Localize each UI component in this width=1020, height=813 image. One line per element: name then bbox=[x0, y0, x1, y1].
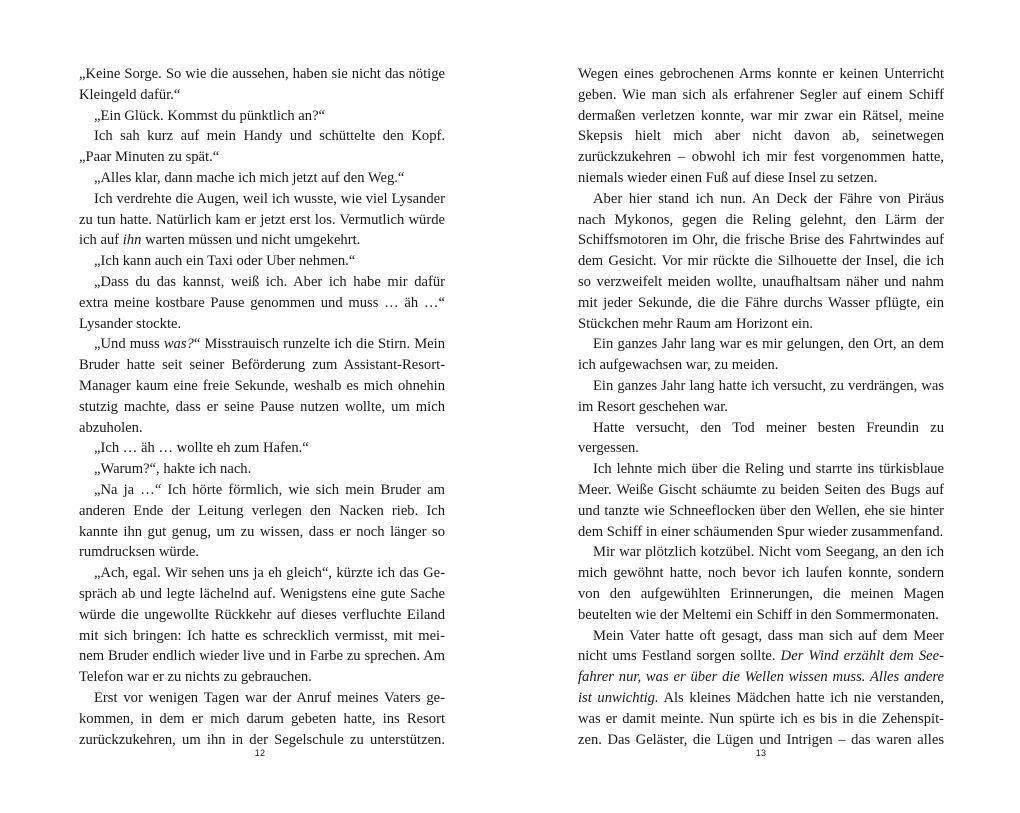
paragraph bbox=[79, 563, 445, 688]
paragraph bbox=[79, 251, 445, 272]
paragraph bbox=[79, 688, 445, 750]
paragraph-text: “ Misstrauisch runzelte ich die Stirn. Mein Bruder hatte seit seiner Beförderung zum Assistant-Resort-Manager kaum eine freie Sekunde, weshalb es mich ohnehin stutzig machte, dass er seine Pause nutzen wollte, um mich abzuholen. bbox=[79, 336, 445, 436]
paragraph-text: Hatte versucht, den Tod meiner besten Freundin zu vergessen. bbox=[578, 419, 944, 457]
paragraph-text: Ein ganzes Jahr lang war es mir gelungen, den Ort, an dem ich aufgewachsen war, zu meiden. bbox=[578, 336, 944, 374]
paragraph-text: Aber hier stand ich nun. An Deck der Fähre von Piräus nach Mykonos, gegen die Reling gelehnt, den Lärm der Schiffsmotoren im Ohr, die frische Brise des Fahrtwindes auf dem Gesicht. Vor mir rückte die Silhouette der Insel, die ich so verzweifelt meiden wollte, unaufhaltsam näher und nahm mit jeder Sekunde, die die Fähre durchs Wasser pflügte, ein Stückchen mehr Raum am Horizont ein. bbox=[578, 190, 944, 332]
paragraph bbox=[79, 168, 445, 189]
paragraph-text: „Na ja …“ Ich hörte förmlich, wie sich mein Bruder am anderen Ende der Leitung verlegen den Nacken rieb. Ich kannte ihn gut genug, um zu wissen, dass er noch länger so rumdrucksen würde. bbox=[79, 481, 445, 561]
paragraph-text: Ich sah kurz auf mein Handy und schüttelte den Kopf. „Paar Minuten zu spät.“ bbox=[79, 128, 445, 166]
emphasis-text: Der Wind erzählt dem Seefahrer nur, was er über die Wellen wissen muss. Alles andere ist unwichtig. bbox=[578, 648, 944, 706]
paragraph-text: „Dass du das kannst, weiß ich. Aber ich habe mir dafür extra meine kostbare Pause genommen und muss … äh …“ Lysander stockte. bbox=[79, 273, 445, 332]
paragraph bbox=[578, 334, 944, 376]
paragraph bbox=[578, 626, 944, 751]
paragraph bbox=[578, 376, 944, 418]
paragraph-text: Ich lehnte mich über die Reling und starrte ins türkisblaue Meer. Weiße Gischt schäumte zu beiden Seiten des Bugs auf und tanzte wie Schneeflocken über den Wellen, ehe sie hinter dem Schiff in einer schäumenden Spur wieder zusammenfand. bbox=[578, 461, 944, 540]
paragraph-text: „Alles klar, dann mache ich mich jetzt auf den Weg.“ bbox=[94, 169, 405, 186]
paragraph bbox=[578, 418, 944, 460]
right-page-text bbox=[578, 64, 944, 750]
paragraph-text: „Ich kann auch ein Taxi oder Uber nehmen.“ bbox=[94, 253, 356, 270]
paragraph-text: Mir war plötzlich kotzübel. Nicht vom Seegang, an den ich mich gewöhnt hatte, noch bevor ich laufen konnte, sondern von den aufgewühlten Erinnerungen, die meinen Magen beutelten wie der Meltemi ein Schiff in den Sommermonaten. bbox=[578, 544, 944, 623]
paragraph bbox=[578, 64, 944, 189]
emphasis-text: was? bbox=[163, 336, 194, 353]
paragraph bbox=[79, 126, 445, 168]
paragraph bbox=[578, 542, 944, 625]
paragraph bbox=[578, 459, 944, 542]
paragraph-text: „Ich … äh … wollte eh zum Hafen.“ bbox=[94, 440, 309, 457]
emphasis-text: ihn bbox=[122, 232, 142, 249]
paragraph bbox=[79, 480, 445, 563]
paragraph-text: „Warum?“, hakte ich nach. bbox=[94, 461, 252, 478]
paragraph-text: Ich verdrehte die Augen, weil ich wusste, wie viel Lysander zu tun hatte. Natürlich kam er jetzt erst los. Vermutlich würde ich auf bbox=[79, 190, 445, 249]
paragraph-text: Als kleines Mädchen hatte ich nie verstanden, was er damit meinte. Nun spürte ich es bis in die Zehenspitzen. Das Geläster, die Lügen und Intrigen – das waren alles bbox=[578, 689, 944, 748]
paragraph-text: Ein ganzes Jahr lang hatte ich versucht, zu verdrängen, was im Resort geschehen war. bbox=[578, 377, 944, 415]
page-number: 12 bbox=[254, 748, 266, 758]
paragraph-text: Wegen eines gebrochenen Arms konnte er keinen Unterricht geben. Wie man sich als erfahrener Segler auf einem Schiff dermaßen verletzen konnte, war mir zwar ein Rätsel, meine Skepsis hielt mich aber nicht davon ab, seinetwegen zurückzukehren – obwohl ich mir fest vorgenommen hatte, niemals wieder einen Fuß auf diese Insel zu setzen. bbox=[578, 66, 944, 186]
paragraph bbox=[578, 189, 944, 335]
paragraph bbox=[79, 272, 445, 334]
paragraph-text: „Ein Glück. Kommst du pünktlich an?“ bbox=[94, 107, 326, 124]
paragraph bbox=[79, 438, 445, 459]
paragraph-text: Erst vor wenigen Tagen war der Anruf meines Vaters gekommen, in dem er mich darum gebeten hatte, ins Resort zurückzukehren, um ihn in der Segelschule zu unterstützen. bbox=[79, 689, 445, 748]
paragraph bbox=[79, 189, 445, 251]
paragraph-text: „Ach, egal. Wir sehen uns ja eh gleich“, kürzte ich das Gespräch ab und legte lächelnd auf. Wenigstens eine gute Sache würde die ungewollte Rückkehr auf dieses verfluchte Eiland mit sich bringen: Ich hatte es schrecklich vermisst, mit meinem Bruder endlich wieder live und in Farbe zu sprechen. Am Telefon war er zu nichts zu gebrauchen. bbox=[79, 565, 445, 686]
paragraph-text: „Und muss bbox=[94, 336, 164, 353]
paragraph bbox=[79, 106, 445, 127]
paragraph-text: warten müssen und nicht umgekehrt. bbox=[141, 232, 361, 249]
page-number: 13 bbox=[755, 748, 767, 758]
paragraph bbox=[79, 459, 445, 480]
right-page bbox=[510, 0, 1020, 813]
paragraph-text: „Keine Sorge. So wie die aussehen, haben sie nicht das nötige Kleingeld dafür.“ bbox=[79, 66, 445, 103]
paragraph bbox=[79, 334, 445, 438]
paragraph bbox=[79, 64, 445, 106]
paragraph-text: Mein Vater hatte oft gesagt, dass man sich auf dem Meer nicht ums Festland sorgen sollte. bbox=[578, 627, 944, 665]
left-page-text bbox=[79, 64, 445, 750]
